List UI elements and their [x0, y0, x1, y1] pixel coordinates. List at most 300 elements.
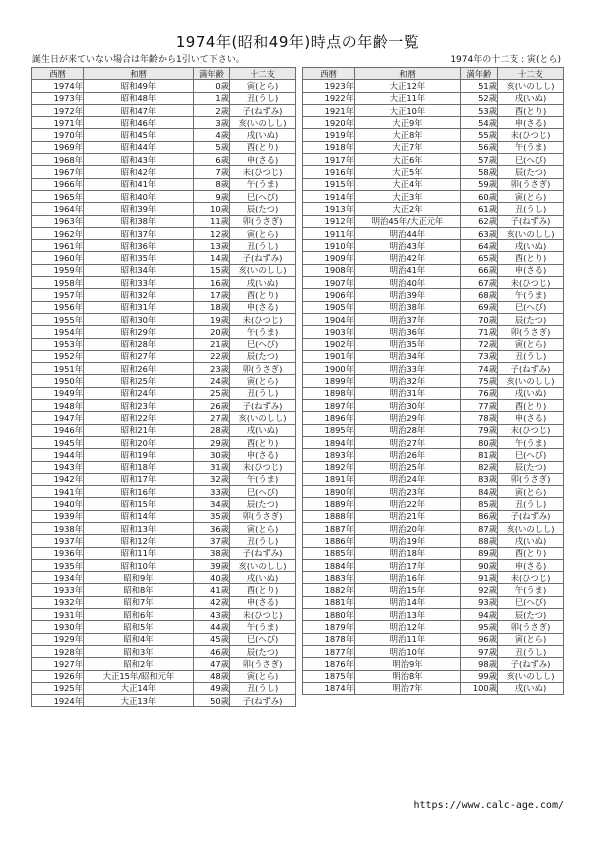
cell-eto: 子(ねずみ) [230, 547, 296, 559]
cell-year: 1903年 [303, 326, 355, 338]
cell-eto: 丑(うし) [230, 682, 296, 694]
cell-eto: 卯(うさぎ) [230, 510, 296, 522]
cell-eto: 巳(へび) [230, 486, 296, 498]
table-row [32, 178, 296, 190]
table-row [32, 387, 296, 399]
cell-eto: 酉(とり) [230, 289, 296, 301]
cell-age: 91歳 [461, 572, 498, 584]
cell-eto: 卯(うさぎ) [498, 326, 564, 338]
cell-year: 1931年 [32, 609, 84, 621]
cell-year: 1973年 [32, 92, 84, 104]
cell-wareki: 昭和44年 [84, 141, 194, 153]
cell-age: 36歳 [194, 522, 230, 534]
cell-year: 1893年 [303, 449, 355, 461]
cell-year: 1913年 [303, 203, 355, 215]
cell-year: 1906年 [303, 289, 355, 301]
cell-year: 1875年 [303, 670, 355, 682]
table-row [32, 621, 296, 633]
cell-wareki: 昭和3年 [84, 645, 194, 657]
cell-age: 84歳 [461, 486, 498, 498]
cell-year: 1910年 [303, 240, 355, 252]
cell-eto: 未(ひつじ) [498, 129, 564, 141]
cell-eto: 午(うま) [230, 621, 296, 633]
cell-eto: 亥(いのしし) [498, 375, 564, 387]
cell-wareki: 昭和49年 [84, 80, 194, 92]
cell-year: 1965年 [32, 190, 84, 202]
cell-year: 1930年 [32, 621, 84, 633]
table-row [32, 289, 296, 301]
cell-wareki: 昭和16年 [84, 486, 194, 498]
cell-year: 1909年 [303, 252, 355, 264]
cell-wareki: 昭和46年 [84, 117, 194, 129]
cell-wareki: 大正5年 [355, 166, 461, 178]
cell-wareki: 昭和25年 [84, 375, 194, 387]
table-row [303, 535, 564, 547]
cell-age: 63歳 [461, 227, 498, 239]
cell-year: 1918年 [303, 141, 355, 153]
table-row [303, 203, 564, 215]
cell-age: 100歳 [461, 682, 498, 694]
cell-eto: 子(ねずみ) [230, 104, 296, 116]
cell-year: 1878年 [303, 633, 355, 645]
table-row [32, 92, 296, 104]
cell-age: 75歳 [461, 375, 498, 387]
table-row [303, 461, 564, 473]
cell-wareki: 明治34年 [355, 350, 461, 362]
cell-eto: 未(ひつじ) [498, 424, 564, 436]
cell-wareki: 昭和10年 [84, 559, 194, 571]
cell-age: 31歳 [194, 461, 230, 473]
table-row [32, 215, 296, 227]
cell-year: 1934年 [32, 572, 84, 584]
cell-age: 42歳 [194, 596, 230, 608]
table-row [32, 104, 296, 116]
cell-age: 92歳 [461, 584, 498, 596]
cell-wareki: 昭和22年 [84, 412, 194, 424]
table-row [303, 117, 564, 129]
cell-eto: 申(さる) [498, 117, 564, 129]
cell-year: 1939年 [32, 510, 84, 522]
table-row [32, 141, 296, 153]
cell-year: 1958年 [32, 277, 84, 289]
cell-wareki: 昭和12年 [84, 535, 194, 547]
cell-eto: 丑(うし) [230, 535, 296, 547]
table-row [303, 326, 564, 338]
cell-eto: 戌(いぬ) [498, 682, 564, 694]
cell-wareki: 明治40年 [355, 277, 461, 289]
cell-age: 29歳 [194, 436, 230, 448]
table-row [32, 240, 296, 252]
cell-age: 47歳 [194, 658, 230, 670]
cell-year: 1928年 [32, 645, 84, 657]
cell-year: 1914年 [303, 190, 355, 202]
table-row [303, 289, 564, 301]
cell-wareki: 明治43年 [355, 240, 461, 252]
cell-wareki: 大正11年 [355, 92, 461, 104]
cell-wareki: 昭和14年 [84, 510, 194, 522]
table-row [32, 633, 296, 645]
cell-eto: 戌(いぬ) [498, 92, 564, 104]
cell-year: 1895年 [303, 424, 355, 436]
table-row [303, 190, 564, 202]
cell-wareki: 明治16年 [355, 572, 461, 584]
cell-year: 1886年 [303, 535, 355, 547]
cell-wareki: 明治12年 [355, 621, 461, 633]
table-row [303, 338, 564, 350]
cell-wareki: 大正8年 [355, 129, 461, 141]
cell-wareki: 昭和8年 [84, 584, 194, 596]
cell-year: 1919年 [303, 129, 355, 141]
cell-age: 6歳 [194, 154, 230, 166]
table-row [32, 572, 296, 584]
table-row [303, 559, 564, 571]
header-age: 満年齢 [461, 68, 498, 80]
table-row [32, 436, 296, 448]
cell-eto: 亥(いのしし) [498, 80, 564, 92]
cell-eto: 寅(とら) [230, 80, 296, 92]
cell-wareki: 明治28年 [355, 424, 461, 436]
cell-wareki: 明治13年 [355, 609, 461, 621]
age-table-right [302, 67, 564, 695]
table-row [303, 264, 564, 276]
cell-eto: 午(うま) [498, 289, 564, 301]
cell-year: 1894年 [303, 436, 355, 448]
table-row [32, 461, 296, 473]
cell-eto: 丑(うし) [230, 92, 296, 104]
cell-wareki: 明治24年 [355, 473, 461, 485]
cell-wareki: 大正15年/昭和元年 [84, 670, 194, 682]
cell-wareki: 明治32年 [355, 375, 461, 387]
cell-year: 1936年 [32, 547, 84, 559]
footer-url[interactable]: https://www.calc-age.com/ [413, 800, 564, 811]
cell-eto: 卯(うさぎ) [230, 363, 296, 375]
cell-age: 32歳 [194, 473, 230, 485]
cell-age: 89歳 [461, 547, 498, 559]
cell-eto: 申(さる) [230, 449, 296, 461]
cell-year: 1954年 [32, 326, 84, 338]
cell-age: 88歳 [461, 535, 498, 547]
cell-wareki: 昭和41年 [84, 178, 194, 190]
table-row [303, 682, 564, 694]
cell-age: 14歳 [194, 252, 230, 264]
cell-age: 45歳 [194, 633, 230, 645]
cell-wareki: 大正12年 [355, 80, 461, 92]
cell-year: 1890年 [303, 486, 355, 498]
cell-eto: 申(さる) [498, 264, 564, 276]
cell-wareki: 明治31年 [355, 387, 461, 399]
cell-year: 1937年 [32, 535, 84, 547]
cell-year: 1905年 [303, 301, 355, 313]
cell-age: 71歳 [461, 326, 498, 338]
header-year: 西暦 [32, 68, 84, 80]
cell-eto: 巳(へび) [498, 596, 564, 608]
cell-year: 1942年 [32, 473, 84, 485]
cell-wareki: 昭和35年 [84, 252, 194, 264]
cell-wareki: 昭和32年 [84, 289, 194, 301]
cell-age: 74歳 [461, 363, 498, 375]
cell-year: 1940年 [32, 498, 84, 510]
table-row [303, 301, 564, 313]
cell-eto: 寅(とら) [230, 375, 296, 387]
table-row [32, 412, 296, 424]
table-header-row [303, 68, 564, 80]
cell-age: 7歳 [194, 166, 230, 178]
cell-wareki: 明治29年 [355, 412, 461, 424]
cell-age: 55歳 [461, 129, 498, 141]
cell-wareki: 明治25年 [355, 461, 461, 473]
table-row [303, 277, 564, 289]
cell-eto: 卯(うさぎ) [230, 215, 296, 227]
cell-wareki: 大正6年 [355, 154, 461, 166]
cell-age: 73歳 [461, 350, 498, 362]
cell-age: 82歳 [461, 461, 498, 473]
cell-wareki: 明治18年 [355, 547, 461, 559]
cell-eto: 巳(へび) [498, 301, 564, 313]
header-age: 満年齢 [194, 68, 230, 80]
cell-wareki: 明治20年 [355, 522, 461, 534]
cell-age: 53歳 [461, 104, 498, 116]
table-row [303, 449, 564, 461]
cell-eto: 申(さる) [230, 596, 296, 608]
cell-age: 76歳 [461, 387, 498, 399]
cell-age: 97歳 [461, 645, 498, 657]
cell-year: 1876年 [303, 658, 355, 670]
cell-age: 80歳 [461, 436, 498, 448]
table-row [303, 645, 564, 657]
cell-wareki: 昭和7年 [84, 596, 194, 608]
cell-year: 1957年 [32, 289, 84, 301]
cell-eto: 酉(とり) [498, 547, 564, 559]
cell-age: 1歳 [194, 92, 230, 104]
cell-year: 1898年 [303, 387, 355, 399]
cell-eto: 酉(とり) [498, 400, 564, 412]
cell-wareki: 昭和21年 [84, 424, 194, 436]
cell-eto: 子(ねずみ) [498, 215, 564, 227]
cell-age: 27歳 [194, 412, 230, 424]
table-row [32, 203, 296, 215]
cell-year: 1952年 [32, 350, 84, 362]
table-row [303, 141, 564, 153]
cell-age: 85歳 [461, 498, 498, 510]
cell-wareki: 大正4年 [355, 178, 461, 190]
cell-age: 13歳 [194, 240, 230, 252]
cell-age: 21歳 [194, 338, 230, 350]
cell-age: 49歳 [194, 682, 230, 694]
table-row [32, 277, 296, 289]
cell-age: 28歳 [194, 424, 230, 436]
table-row [303, 510, 564, 522]
cell-eto: 酉(とり) [498, 104, 564, 116]
cell-eto: 寅(とら) [498, 486, 564, 498]
cell-year: 1938年 [32, 522, 84, 534]
cell-year: 1908年 [303, 264, 355, 276]
cell-age: 15歳 [194, 264, 230, 276]
cell-eto: 亥(いのしし) [230, 412, 296, 424]
cell-age: 24歳 [194, 375, 230, 387]
cell-year: 1924年 [32, 695, 84, 707]
table-row [303, 178, 564, 190]
cell-year: 1970年 [32, 129, 84, 141]
current-year-eto: 1974年の十二支 : 寅(とら) [450, 55, 561, 65]
cell-year: 1921年 [303, 104, 355, 116]
cell-year: 1915年 [303, 178, 355, 190]
cell-eto: 子(ねずみ) [498, 510, 564, 522]
cell-wareki: 昭和9年 [84, 572, 194, 584]
cell-year: 1956年 [32, 301, 84, 313]
cell-age: 16歳 [194, 277, 230, 289]
cell-wareki: 明治37年 [355, 313, 461, 325]
cell-wareki: 明治23年 [355, 486, 461, 498]
cell-year: 1968年 [32, 154, 84, 166]
cell-age: 19歳 [194, 313, 230, 325]
cell-year: 1874年 [303, 682, 355, 694]
table-row [32, 498, 296, 510]
table-row [303, 572, 564, 584]
cell-eto: 辰(たつ) [498, 166, 564, 178]
cell-age: 90歳 [461, 559, 498, 571]
cell-year: 1884年 [303, 559, 355, 571]
cell-year: 1907年 [303, 277, 355, 289]
cell-eto: 未(ひつじ) [230, 313, 296, 325]
cell-eto: 丑(うし) [498, 203, 564, 215]
cell-eto: 丑(うし) [230, 240, 296, 252]
cell-age: 12歳 [194, 227, 230, 239]
cell-age: 94歳 [461, 609, 498, 621]
cell-wareki: 昭和18年 [84, 461, 194, 473]
cell-eto: 子(ねずみ) [230, 400, 296, 412]
cell-year: 1879年 [303, 621, 355, 633]
cell-year: 1922年 [303, 92, 355, 104]
table-row [303, 522, 564, 534]
table-row [303, 252, 564, 264]
cell-age: 86歳 [461, 510, 498, 522]
cell-eto: 未(ひつじ) [498, 277, 564, 289]
cell-wareki: 明治30年 [355, 400, 461, 412]
cell-wareki: 大正13年 [84, 695, 194, 707]
table-row [32, 338, 296, 350]
cell-year: 1966年 [32, 178, 84, 190]
table-row [303, 473, 564, 485]
table-row [32, 682, 296, 694]
table-row [32, 424, 296, 436]
cell-year: 1892年 [303, 461, 355, 473]
cell-eto: 未(ひつじ) [230, 166, 296, 178]
table-row [32, 129, 296, 141]
cell-year: 1900年 [303, 363, 355, 375]
cell-year: 1962年 [32, 227, 84, 239]
cell-eto: 辰(たつ) [498, 609, 564, 621]
cell-eto: 申(さる) [498, 412, 564, 424]
cell-year: 1964年 [32, 203, 84, 215]
cell-wareki: 昭和5年 [84, 621, 194, 633]
table-row [32, 522, 296, 534]
cell-age: 66歳 [461, 264, 498, 276]
cell-wareki: 昭和29年 [84, 326, 194, 338]
cell-wareki: 明治11年 [355, 633, 461, 645]
cell-year: 1926年 [32, 670, 84, 682]
cell-wareki: 明治41年 [355, 264, 461, 276]
cell-wareki: 昭和40年 [84, 190, 194, 202]
cell-eto: 申(さる) [230, 154, 296, 166]
cell-eto: 巳(へび) [498, 449, 564, 461]
cell-year: 1880年 [303, 609, 355, 621]
cell-wareki: 大正10年 [355, 104, 461, 116]
cell-age: 62歳 [461, 215, 498, 227]
cell-wareki: 昭和6年 [84, 609, 194, 621]
table-row [32, 190, 296, 202]
cell-wareki: 昭和15年 [84, 498, 194, 510]
cell-eto: 亥(いのしし) [498, 670, 564, 682]
cell-eto: 申(さる) [230, 301, 296, 313]
table-row [303, 498, 564, 510]
table-row [32, 609, 296, 621]
table-row [303, 240, 564, 252]
cell-eto: 戌(いぬ) [230, 129, 296, 141]
cell-age: 5歳 [194, 141, 230, 153]
cell-year: 1933年 [32, 584, 84, 596]
cell-eto: 未(ひつじ) [230, 609, 296, 621]
cell-wareki: 明治10年 [355, 645, 461, 657]
cell-age: 61歳 [461, 203, 498, 215]
table-row [303, 350, 564, 362]
table-row [303, 596, 564, 608]
table-row [32, 350, 296, 362]
table-row [32, 486, 296, 498]
cell-year: 1947年 [32, 412, 84, 424]
cell-year: 1891年 [303, 473, 355, 485]
cell-eto: 酉(とり) [230, 141, 296, 153]
cell-eto: 酉(とり) [230, 584, 296, 596]
cell-age: 69歳 [461, 301, 498, 313]
cell-year: 1959年 [32, 264, 84, 276]
cell-age: 23歳 [194, 363, 230, 375]
cell-wareki: 明治38年 [355, 301, 461, 313]
cell-wareki: 昭和24年 [84, 387, 194, 399]
cell-age: 81歳 [461, 449, 498, 461]
cell-year: 1950年 [32, 375, 84, 387]
cell-eto: 卯(うさぎ) [498, 621, 564, 633]
cell-age: 17歳 [194, 289, 230, 301]
cell-age: 59歳 [461, 178, 498, 190]
table-row [303, 129, 564, 141]
table-row [303, 486, 564, 498]
cell-wareki: 昭和19年 [84, 449, 194, 461]
table-row [32, 547, 296, 559]
table-row [32, 596, 296, 608]
table-row [32, 645, 296, 657]
cell-wareki: 明治35年 [355, 338, 461, 350]
page-title: 1974年(昭和49年)時点の年齢一覧 [175, 33, 420, 51]
cell-wareki: 昭和34年 [84, 264, 194, 276]
cell-year: 1969年 [32, 141, 84, 153]
cell-year: 1877年 [303, 645, 355, 657]
table-row [32, 301, 296, 313]
cell-year: 1883年 [303, 572, 355, 584]
cell-eto: 午(うま) [230, 473, 296, 485]
cell-year: 1887年 [303, 522, 355, 534]
cell-eto: 巳(へび) [230, 338, 296, 350]
cell-wareki: 明治33年 [355, 363, 461, 375]
cell-eto: 丑(うし) [498, 498, 564, 510]
table-row [303, 227, 564, 239]
table-row [303, 621, 564, 633]
cell-wareki: 昭和11年 [84, 547, 194, 559]
cell-wareki: 明治36年 [355, 326, 461, 338]
cell-age: 68歳 [461, 289, 498, 301]
cell-year: 1923年 [303, 80, 355, 92]
table-row [32, 313, 296, 325]
cell-wareki: 昭和36年 [84, 240, 194, 252]
